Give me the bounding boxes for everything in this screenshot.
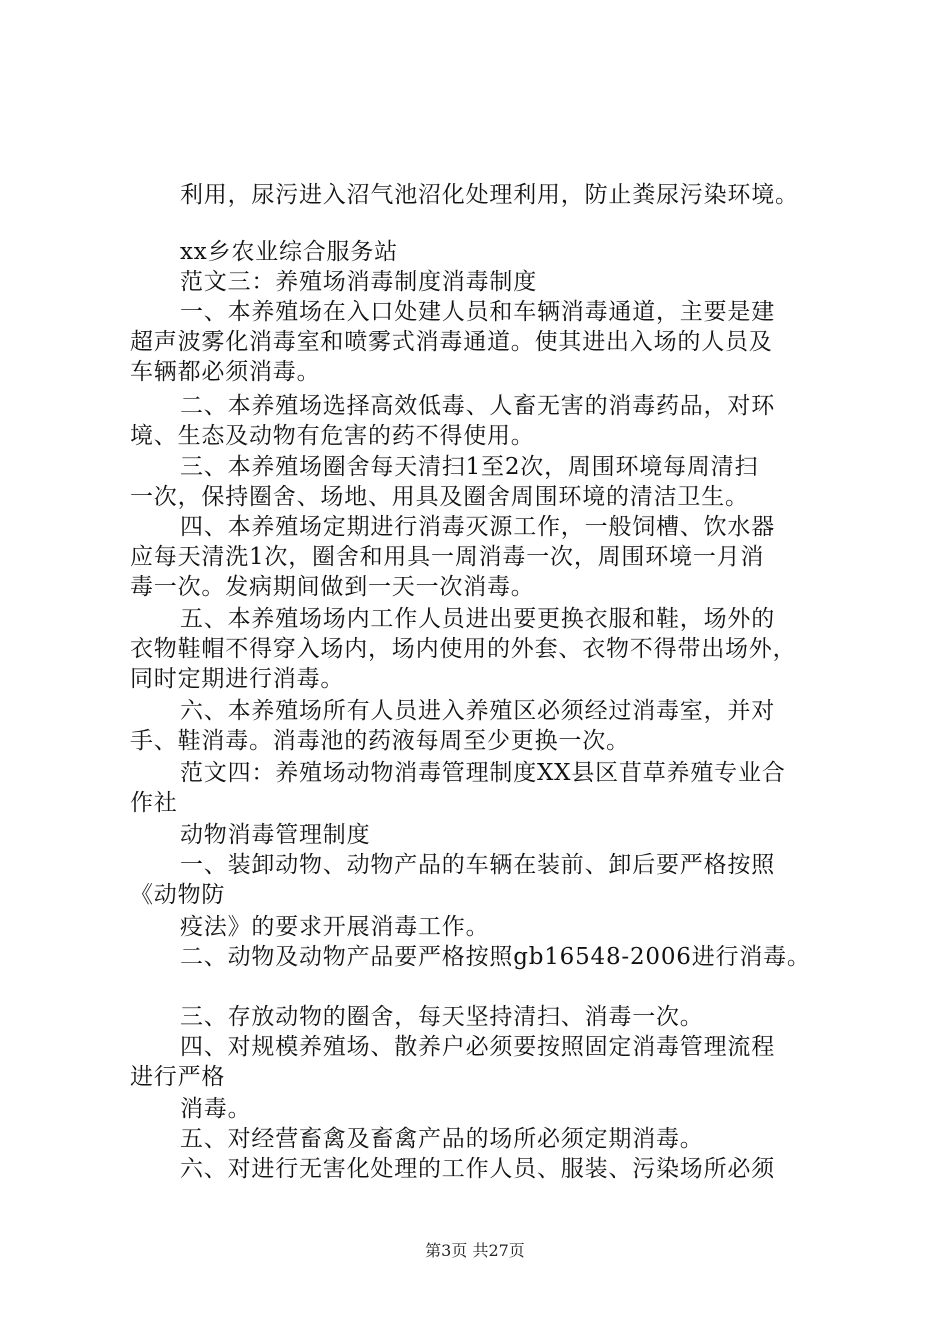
body-text-line: 五、对经营畜禽及畜禽产品的场所必须定期消毒。 (180, 1126, 704, 1152)
body-text-line: 同时定期进行消毒。 (130, 666, 345, 692)
body-text-line: 境、生态及动物有危害的药不得使用。 (130, 423, 535, 449)
body-text-line: 消毒。 (180, 1096, 252, 1122)
body-text-line: 《动物防 (130, 882, 226, 908)
body-text-line: 作社 (130, 790, 178, 816)
page-number-footer: 第3页 共27页 (425, 1241, 525, 1260)
body-text-line: 四、本养殖场定期进行消毒灭源工作，一般饲槽、饮水器 (180, 514, 775, 540)
body-text-line: 进行严格 (130, 1064, 226, 1090)
body-text-line: 疫法》的要求开展消毒工作。 (180, 914, 490, 940)
body-text-line: 车辆都必须消毒。 (130, 359, 321, 385)
body-text-line: 超声波雾化消毒室和喷雾式消毒通道。使其进出入场的人员及 (130, 329, 773, 355)
body-text-line: 一次，保持圈舍、场地、用具及圈舍周围环境的清洁卫生。 (130, 484, 749, 510)
body-text-line: 一、装卸动物、动物产品的车辆在装前、卸后要严格按照 (180, 852, 775, 878)
sub-heading: 动物消毒管理制度 (180, 822, 371, 848)
body-text-line: 手、鞋消毒。消毒池的药液每周至少更换一次。 (130, 728, 630, 754)
body-text-line: 利用，尿污进入沼气池沼化处理利用，防止粪尿污染环境。 (180, 182, 799, 208)
body-text-line: 四、对规模养殖场、散养户必须要按照固定消毒管理流程 (180, 1034, 775, 1060)
body-text-line: 六、对进行无害化处理的工作人员、服装、污染场所必须 (180, 1156, 775, 1182)
section-heading: 范文四：养殖场动物消毒管理制度XX县区苜草养殖专业合 (180, 760, 786, 786)
section-heading: 范文三：养殖场消毒制度消毒制度 (180, 269, 537, 295)
body-text-line: 应每天清洗1次，圈舍和用具一周消毒一次，周围环境一月消 (130, 544, 765, 570)
body-text-line: 六、本养殖场所有人员进入养殖区必须经过消毒室，并对 (180, 698, 775, 724)
body-text-line: 衣物鞋帽不得穿入场内，场内使用的外套、衣物不得带出场外， (130, 636, 797, 662)
body-text-line: 三、存放动物的圈舍，每天坚持清扫、消毒一次。 (180, 1004, 704, 1030)
body-text-line: 二、本养殖场选择高效低毒、人畜无害的消毒药品，对环 (180, 393, 775, 419)
body-text-line: 二、动物及动物产品要严格按照gb16548-2006进行消毒。 (180, 944, 811, 970)
body-text-line: 毒一次。发病期间做到一天一次消毒。 (130, 574, 535, 600)
body-text-line: 三、本养殖场圈舍每天清扫1至2次，周围环境每周清扫 (180, 454, 759, 480)
signature-line: xx乡农业综合服务站 (180, 239, 398, 265)
body-text-line: 五、本养殖场场内工作人员进出要更换衣服和鞋，场外的 (180, 606, 775, 632)
body-text-line: 一、本养殖场在入口处建人员和车辆消毒通道，主要是建 (180, 299, 775, 325)
